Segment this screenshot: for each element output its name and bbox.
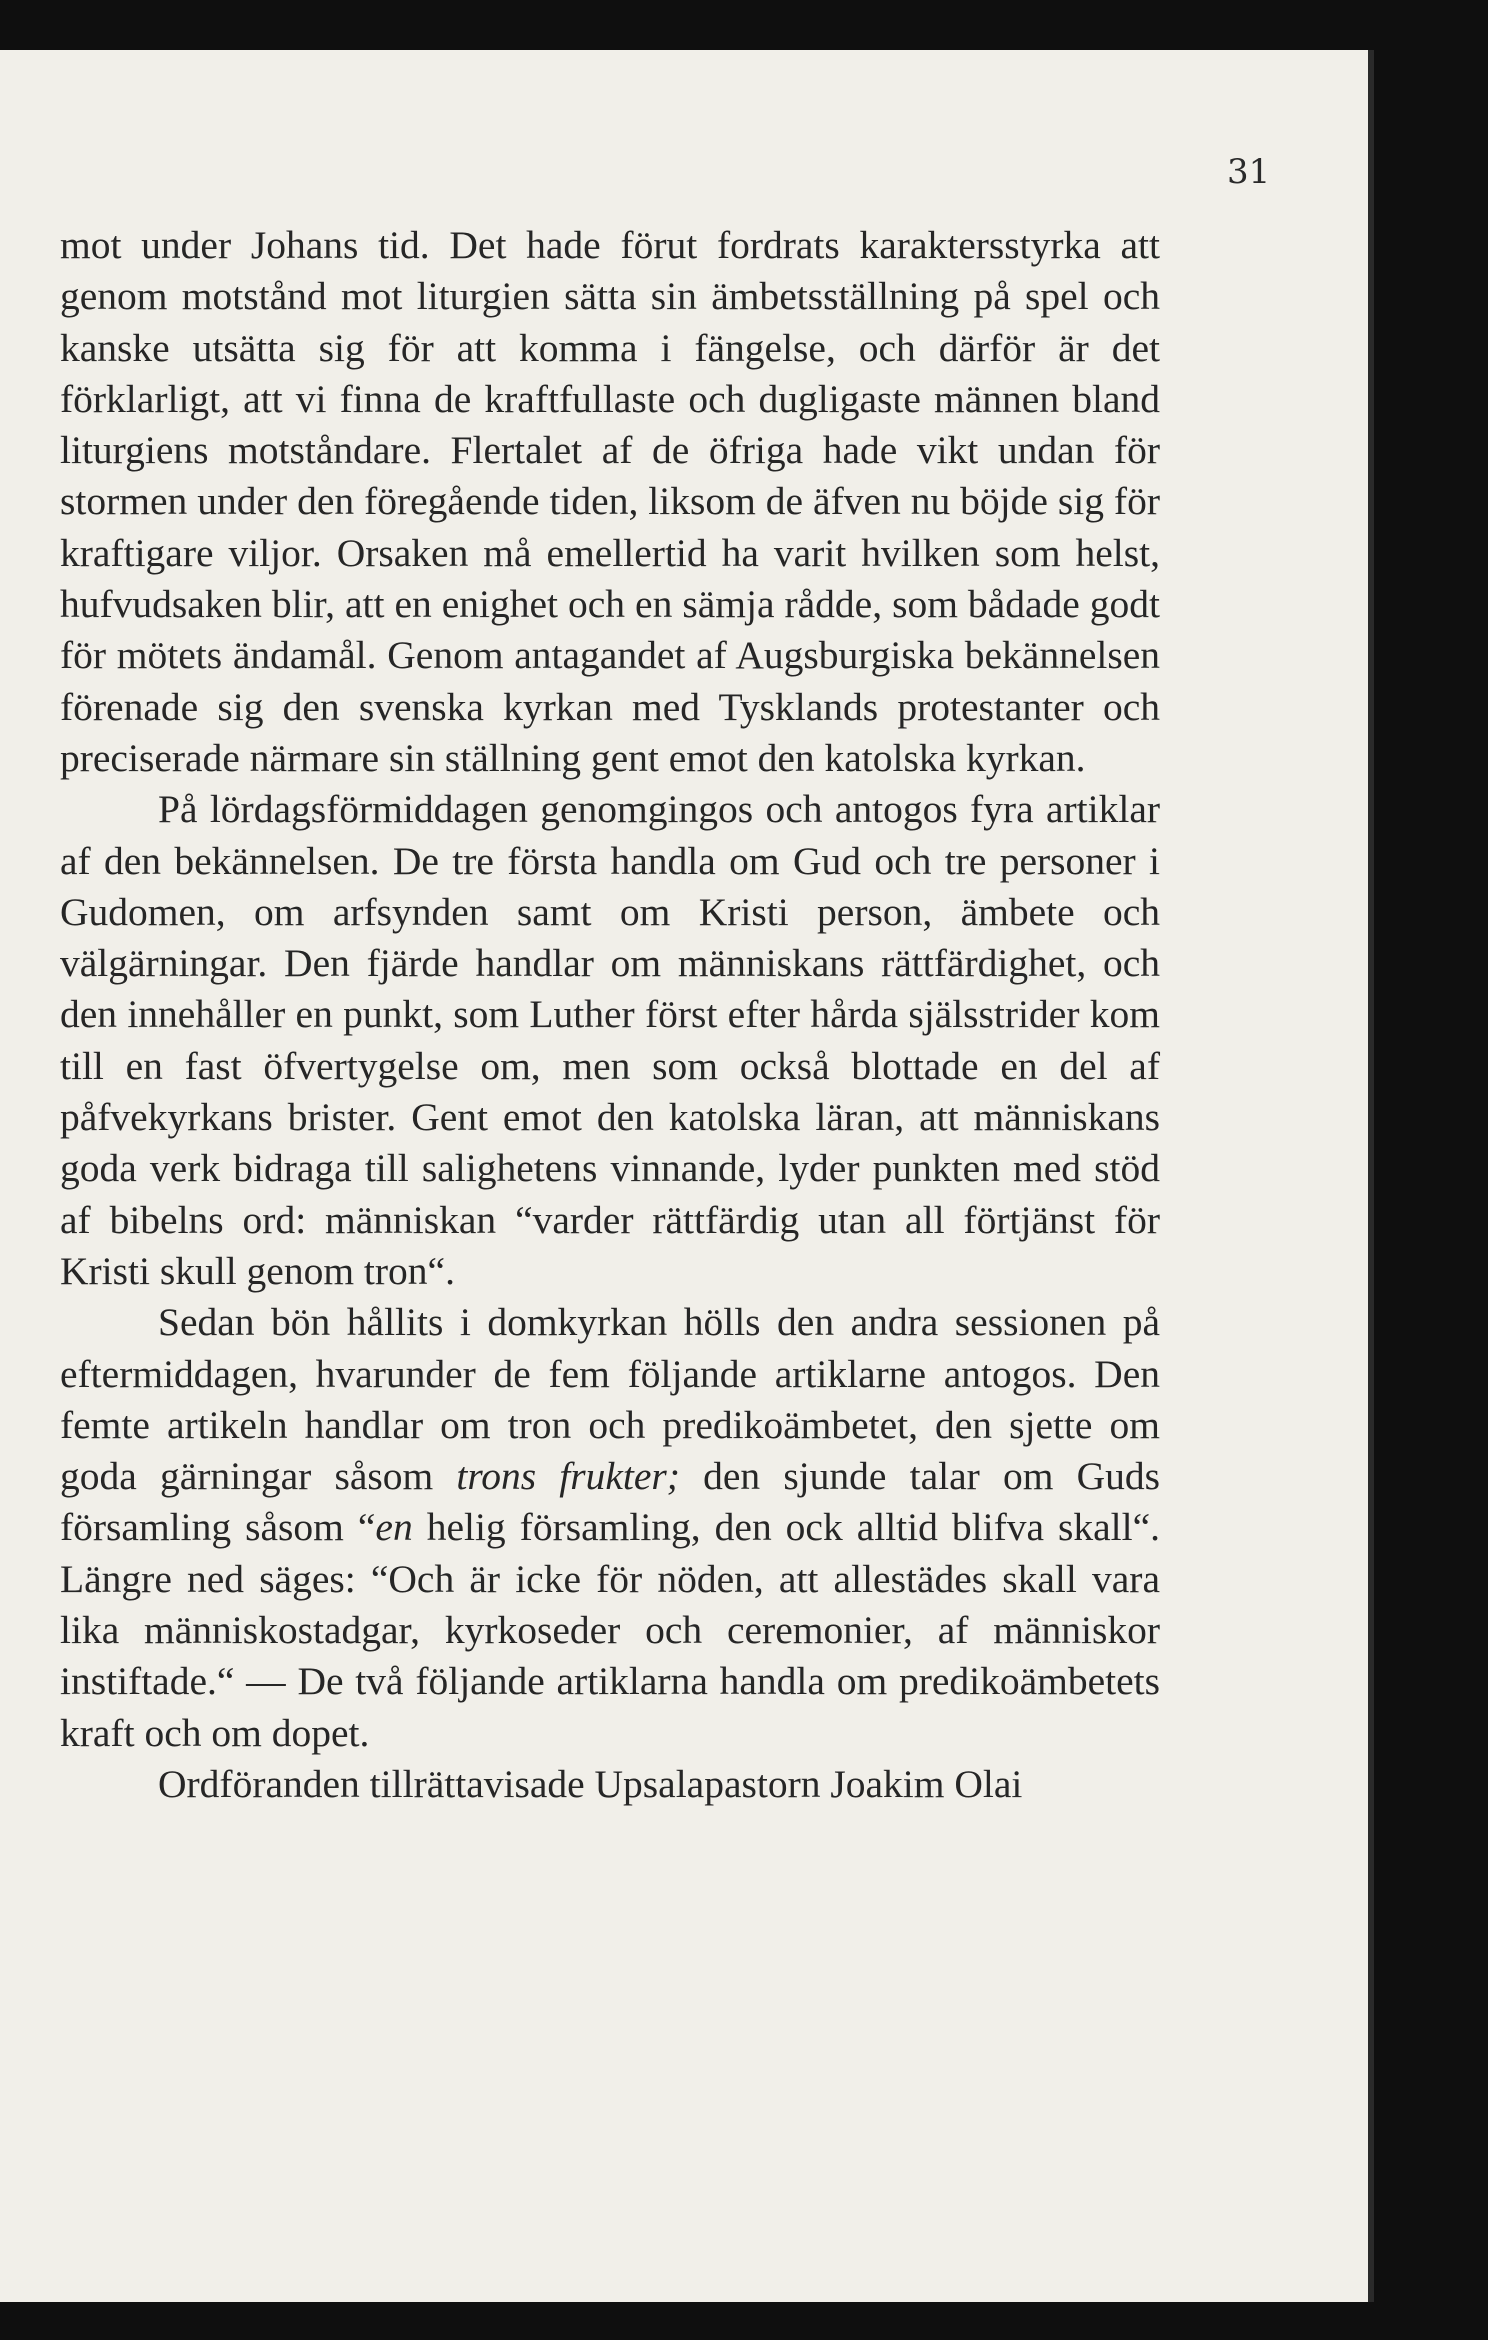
paragraph-3-part-3: helig församling, den ock alltid blifva skall“. Längre ned säges: “Och är icke för nöden, att allestädes skall vara lika människostadgar, kyrkoseder och ceremonier, af människor instiftade.“ — De två följande artiklarna handla om predikoämbetets kraft och om dopet. bbox=[60, 1505, 1160, 1755]
paragraph-3-part-1: Sedan bön hållits i domkyrkan hölls den andra sessionen på eftermiddagen, hvarunder de fem följande artiklarne antogos. Den femte artikeln handlar om tron och predikoämbetet, den sjette om goda gärningar såsom bbox=[60, 1300, 1160, 1499]
paragraph-3-part-2: den sjunde talar om Guds församling såsom “ bbox=[60, 1454, 1160, 1550]
paragraph-3 bbox=[60, 1297, 1160, 1759]
paragraph-1: mot under Johans tid. Det hade förut fordrats karaktersstyrka att genom motstånd mot liturgien sätta sin ämbetsställning på spel och kanske utsätta sig för att komma i fängelse, och därför är det förklarligt, att vi finna de kraftfullaste och dugligaste männen bland liturgiens motståndare. Flertalet af de öfriga hade vikt undan för stormen under den föregående tiden, liksom de äfven nu böjde sig för kraftigare viljor. Orsaken må emellertid ha varit hvilken som helst, hufvudsaken blir, att en enighet och en sämja rådde, som bådade godt för mötets ändamål. Genom antagandet af Augsburgiska bekännelsen förenade sig den svenska kyrkan med Tysklands protestanter och preciserade närmare sin ställning gent emot den katolska kyrkan. bbox=[60, 223, 1160, 780]
italic-word-en: en bbox=[375, 1505, 413, 1550]
body-text bbox=[60, 220, 1160, 1810]
italic-phrase-trons-frukter: trons frukter; bbox=[456, 1454, 680, 1499]
book-page bbox=[0, 50, 1374, 2302]
page-number: 31 bbox=[1227, 152, 1271, 192]
paragraph-2: På lördagsförmiddagen genomgingos och antogos fyra artiklar af den bekännelsen. De tre första handla om Gud och tre personer i Gudomen, om arfsynden samt om Kristi person, ämbete och välgärningar. Den fjärde handlar om människans rättfärdighet, och den innehåller en punkt, som Luther först efter hårda själsstrider kom till en fast öfvertygelse om, men som också blottade en del af påfvekyrkans brister. Gent emot den katolska läran, att människans goda verk bidraga till salighetens vinnande, lyder punkten med stöd af bibelns ord: människan “varder rättfärdig utan all förtjänst för Kristi skull genom tron“. bbox=[60, 787, 1160, 1293]
paragraph-4: Ordföranden tillrättavisade Upsalapastorn Joakim Olai bbox=[158, 1761, 1023, 1806]
